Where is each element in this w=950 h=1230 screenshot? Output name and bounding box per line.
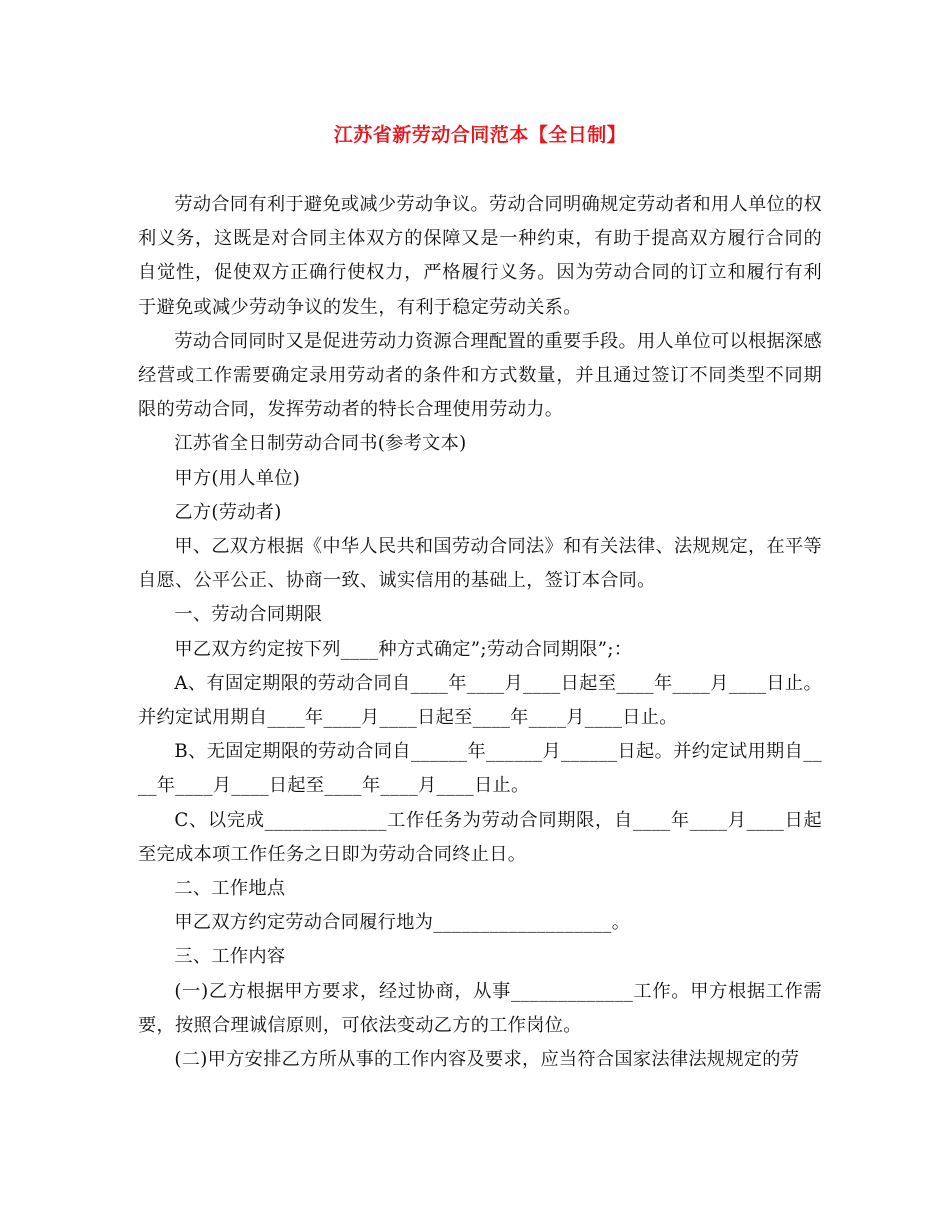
section-3-heading: 三、工作内容 <box>174 946 286 968</box>
party-b: 乙方(劳动者) <box>174 501 282 523</box>
term-option-a: A、有固定期限的劳动合同自____年____月____日起至____年____月____日止。并约定试用期自____年____月____日起至____年____月____日止。 <box>138 672 822 729</box>
term-option-b: B、无固定期限的劳动合同自______年______月______日起。并约定试用期自____年____月____日起至____年____月____日止。 <box>138 741 822 797</box>
section-1-heading: 一、劳动合同期限 <box>174 604 323 626</box>
work-location: 甲乙双方约定劳动合同履行地为___________________。 <box>174 912 631 934</box>
party-a: 甲方(用人单位) <box>174 467 301 489</box>
work-content-1: (一)乙方根据甲方要求，经过协商，从事_____________工作。甲方根据工作需要，按照合理诚信原则，可依法变动乙方的工作岗位。 <box>138 980 822 1036</box>
section-2-heading: 二、工作地点 <box>174 878 286 900</box>
preamble: 甲、乙双方根据《中华人民共和国劳动合同法》和有关法律、法规规定，在平等自愿、公平公正、协商一致、诚实信用的基础上，签订本合同。 <box>138 536 822 592</box>
document-body <box>138 188 822 1077</box>
paragraph-intro-1: 劳动合同有利于避免或减少劳动争议。劳动合同明确规定劳动者和用人单位的权利义务，这既是对合同主体双方的保障又是一种约束，有助于提高双方履行合同的自觉性，促使双方正确行使权力，严格履行义务。因为劳动合同的订立和履行有利于避免或减少劳动争议的发生，有利于稳定劳动关系。 <box>138 194 822 318</box>
paragraph-intro-2: 劳动合同同时又是促进劳动力资源合理配置的重要手段。用人单位可以根据深感经营或工作需要确定录用劳动者的条件和方式数量，并且通过签订不同类型不同期限的劳动合同，发挥劳动者的特长合理使用劳动力。 <box>138 330 822 421</box>
document-title: 江苏省新劳动合同范本【全日制】 <box>333 124 627 146</box>
term-method: 甲乙双方约定按下列____种方式确定”;劳动合同期限”;： <box>174 638 633 660</box>
term-option-c: C、以完成_____________工作任务为劳动合同期限，自____年____月____日起至完成本项工作任务之日即为劳动合同终止日。 <box>138 809 822 865</box>
work-content-2: (二)甲方安排乙方所从事的工作内容及要求，应当符合国家法律法规规定的劳 <box>174 1049 800 1071</box>
contract-heading: 江苏省全日制劳动合同书(参考文本) <box>174 433 467 455</box>
